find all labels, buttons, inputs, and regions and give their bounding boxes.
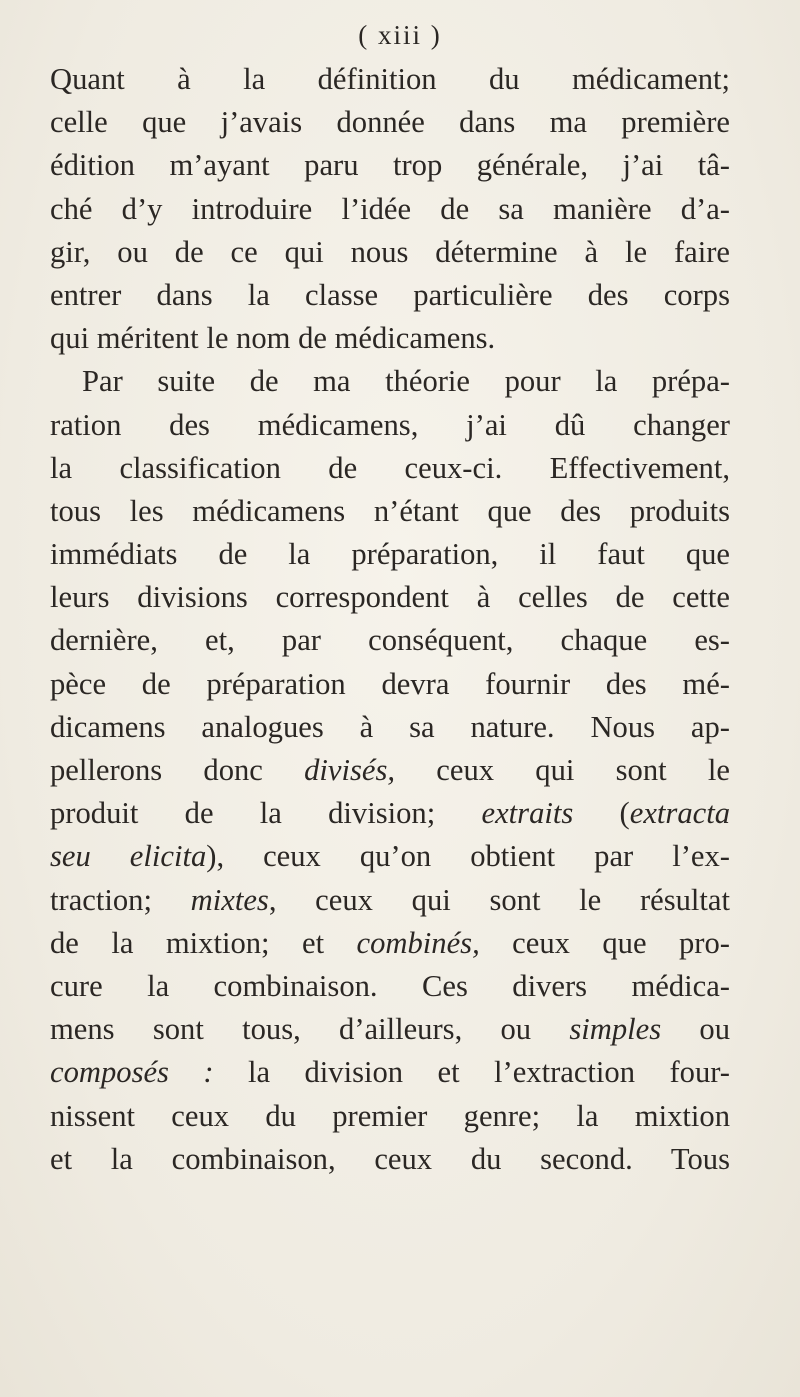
text-run: celle que j’avais donnée dans ma première [50,105,730,140]
text-line [50,706,730,749]
text-run: édition m’ayant paru trop générale, j’ai tâ- [50,148,730,183]
italic-term: seu elicita [50,839,207,874]
text-line [50,619,730,662]
text-line [50,965,730,1008]
text-line [50,231,730,274]
text-run: Par suite de ma théorie pour la prépa- [82,364,730,399]
text-run: pèce de préparation devra fournir des mé- [50,666,730,701]
text-line [50,447,730,490]
text-run: traction; [50,882,191,917]
text-run: immédiats de la préparation, il faut que [50,537,730,572]
text-run: nissent ceux du premier genre; la mixtion [50,1098,730,1133]
text-run: ( [573,796,630,831]
text-line [50,533,730,576]
text-run: ), ceux qu’on obtient par l’ex- [206,839,730,874]
text-line [50,1095,730,1138]
italic-term: mixtes [190,882,269,917]
text-run: la division et l’extraction four- [213,1055,730,1090]
text-line [50,490,730,533]
text-run: ration des médicamens, j’ai dû changer [50,407,730,442]
italic-term: simples [569,1012,662,1047]
text-run: dernière, et, par conséquent, chaque es- [50,623,730,658]
text-run: ché d’y introduire l’idée de sa manière d’a- [50,191,730,226]
text-line [50,144,730,187]
text-run: dicamens analogues à sa nature. Nous ap- [50,709,730,744]
text-line [50,922,730,965]
text-line [50,404,730,447]
text-run: cure la combinaison. Ces divers médica- [50,968,730,1003]
text-line [50,1008,730,1051]
text-line [50,101,730,144]
text-run: et la combinaison, ceux du second. Tous [50,1141,730,1176]
text-run: gir, ou de ce qui nous détermine à le faire [50,234,730,269]
text-run: mens sont tous, d’ailleurs, ou [50,1012,570,1047]
text-run: tous les médicamens n’étant que des produits [50,493,730,528]
text-line [50,879,730,922]
text-run: , ceux qui sont le résultat [268,882,730,917]
italic-term: combinés, [356,925,480,960]
text-run: ou [661,1012,730,1047]
text-line [50,317,730,360]
text-run: produit de la division; [50,796,482,831]
text-line [50,1051,730,1094]
text-line [50,576,730,619]
text-line [50,663,730,706]
text-line [50,792,730,835]
text-run: ceux que pro- [479,925,730,960]
text-line [50,749,730,792]
text-line [50,274,730,317]
text-run: entrer dans la classe particulière des corps [50,277,730,312]
text-line [50,58,730,101]
italic-term: extraits [481,796,574,831]
text-run: ceux qui sont le [395,753,730,787]
italic-term: divisés, [304,753,396,787]
text-run: la classification de ceux-ci. Effectivement, [50,450,730,485]
page-number-header: ( xiii ) [358,20,442,50]
text-line [50,835,730,878]
text-line [50,1138,730,1181]
text-run: leurs divisions correspondent à celles de cette [50,580,730,615]
body-text [50,58,730,1181]
text-run: Quant à la définition du médicament; [50,62,730,96]
italic-term: extracta [629,796,730,831]
text-line [50,360,730,403]
text-line [50,188,730,231]
text-run: pellerons donc [50,753,305,787]
text-run: de la mixtion; et [50,925,357,960]
italic-term: composés : [50,1055,214,1090]
text-run: qui méritent le nom de médicamens. [50,321,496,356]
